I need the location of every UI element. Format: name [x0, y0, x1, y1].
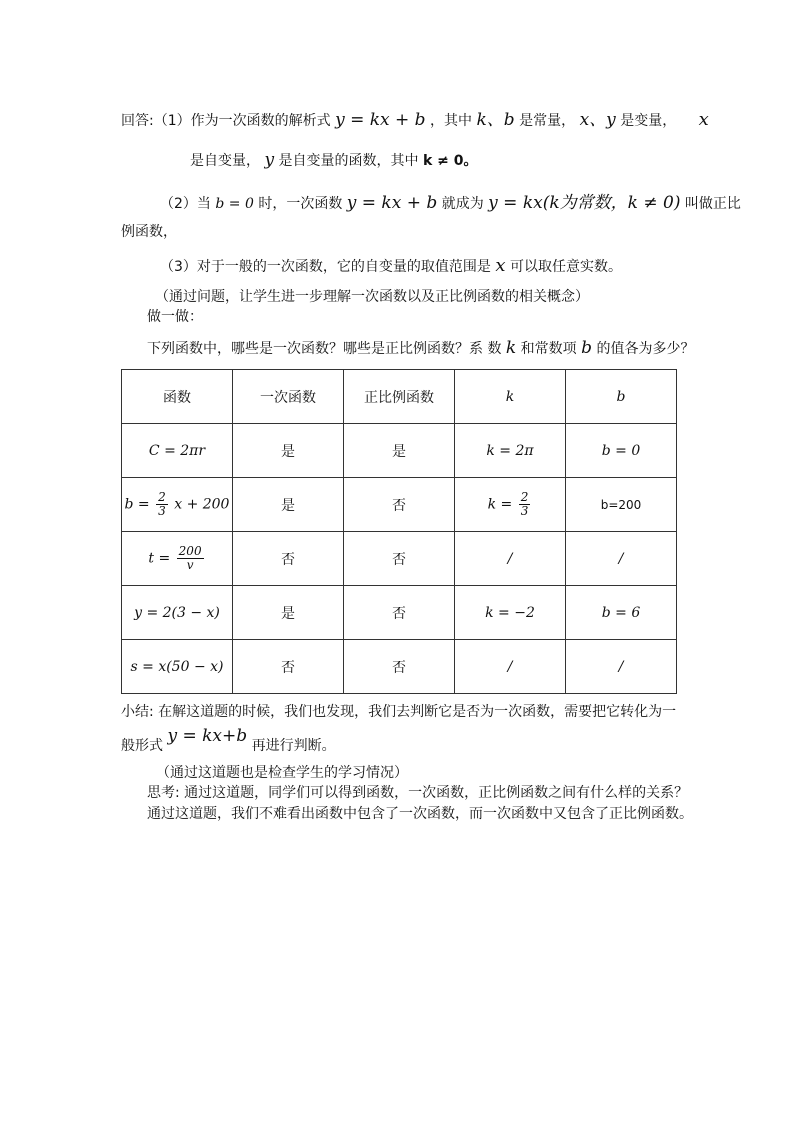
header-cell: 函数	[122, 370, 233, 424]
proportional-cell: 否	[344, 532, 455, 586]
answer-line-5	[160, 256, 622, 277]
formula: b = 0	[215, 196, 254, 212]
text: 可以取任意实数。	[509, 259, 622, 275]
denominator: 3	[520, 504, 529, 518]
b-cell: /	[566, 640, 677, 694]
formula: y = kx+b	[167, 726, 248, 746]
fraction	[519, 491, 531, 518]
proportional-cell: 是	[344, 424, 455, 478]
linear-cell: 否	[233, 640, 344, 694]
numerator: 200	[178, 544, 202, 558]
formula: k	[505, 338, 517, 358]
text: 的值各为多少？	[596, 341, 695, 357]
answer-line-3	[160, 193, 741, 214]
proportional-cell: 否	[344, 478, 455, 532]
table-row	[122, 424, 677, 478]
k-prefix: k =	[487, 496, 513, 513]
k-cell: k = −2	[455, 586, 566, 640]
table-header-row	[122, 370, 677, 424]
formula: y = kx + b	[346, 193, 438, 213]
formula: x	[495, 255, 506, 276]
answer-line-2	[190, 150, 478, 171]
text: 是自变量的函数，其中	[278, 153, 419, 169]
fraction	[177, 545, 204, 572]
text: 是常量，	[519, 113, 576, 129]
text: 小结: 在解这道题的时候，我们也发现，我们去判断它是否为一次函数，需要把它转化为一	[121, 704, 677, 720]
function-cell: s = x(50 − x)	[122, 640, 233, 694]
text: 般形式	[121, 738, 163, 754]
denominator: 3	[158, 504, 166, 518]
text: （3）对于一般的一次函数，它的自变量的取值范围是	[160, 259, 491, 275]
header-cell: k	[455, 370, 566, 424]
numerator: 2	[520, 490, 529, 504]
k-cell: /	[455, 640, 566, 694]
fn-prefix: b =	[124, 496, 150, 513]
proportional-cell: 否	[344, 586, 455, 640]
header-cell: 正比例函数	[344, 370, 455, 424]
text: 和常数项	[520, 341, 577, 357]
teaching-note-2	[156, 763, 408, 783]
fraction	[156, 491, 168, 518]
table-row	[122, 478, 677, 532]
formula: y = kx + b	[335, 110, 426, 130]
linear-cell: 是	[233, 424, 344, 478]
table-row	[122, 532, 677, 586]
function-table	[121, 369, 677, 694]
text: 例函数，	[121, 224, 177, 240]
try-heading	[147, 307, 203, 327]
linear-cell: 是	[233, 586, 344, 640]
k-cell: /	[455, 532, 566, 586]
function-cell	[122, 478, 233, 532]
function-cell	[122, 532, 233, 586]
formula: y = kx(k为常数，k ≠ 0)	[488, 193, 681, 213]
function-cell: C = 2πr	[122, 424, 233, 478]
summary-line-1	[121, 702, 676, 722]
formula: b	[581, 338, 593, 358]
linear-cell: 否	[233, 532, 344, 586]
teaching-note-1	[155, 287, 589, 307]
b-cell: b=200	[566, 478, 677, 532]
numerator: 2	[158, 490, 166, 504]
text: （2）当	[160, 196, 211, 212]
text: 时，一次函数	[258, 196, 343, 212]
answer-line-4	[121, 222, 177, 242]
question-line	[147, 338, 694, 359]
text: 思考: 通过这道题，同学们可以得到函数，一次函数，正比例函数之间有什么样的关系？	[147, 785, 689, 801]
function-cell: y = 2(3 − x)	[122, 586, 233, 640]
text: 下列函数中，哪些是一次函数？哪些是正比例函数？系 数	[147, 341, 502, 357]
text: 是自变量，	[190, 153, 260, 169]
fn-suffix: x + 200	[174, 496, 230, 513]
text: 是变量，	[620, 113, 677, 129]
text: 就成为	[441, 196, 484, 212]
header-cell: b	[566, 370, 677, 424]
table-row	[122, 586, 677, 640]
formula: y	[264, 150, 275, 170]
table-row	[122, 640, 677, 694]
text: 通过这道题，我们不难看出函数中包含了一次函数，而一次函数中又包含了正比例函数。	[147, 806, 693, 822]
header-cell: 一次函数	[233, 370, 344, 424]
text: （通过问题，让学生进一步理解一次函数以及正比例函数的相关概念）	[155, 289, 589, 305]
text: 再进行判断。	[251, 738, 336, 754]
formula: x、y	[579, 110, 616, 130]
summary-line-2	[121, 726, 336, 756]
text: （通过这道题也是检查学生的学习情况）	[156, 765, 408, 781]
formula: k、b	[476, 110, 515, 130]
linear-cell: 是	[233, 478, 344, 532]
formula: x	[698, 109, 709, 130]
answer-line-1	[121, 110, 709, 131]
proportional-cell: 否	[344, 640, 455, 694]
k-cell: k = 2π	[455, 424, 566, 478]
text: ，其中	[430, 113, 473, 129]
text: 回答:（1）作为一次函数的解析式	[121, 113, 331, 129]
text: 做一做：	[147, 309, 203, 325]
b-cell: b = 6	[566, 586, 677, 640]
formula: k ≠ 0。	[422, 153, 478, 169]
denominator: v	[186, 558, 194, 572]
think-line	[147, 783, 688, 803]
b-cell: b = 0	[566, 424, 677, 478]
k-cell	[455, 478, 566, 532]
b-cell: /	[566, 532, 677, 586]
fn-prefix: t =	[148, 550, 171, 567]
answer-conclusion	[147, 804, 693, 824]
text: 叫做正比	[684, 196, 741, 212]
